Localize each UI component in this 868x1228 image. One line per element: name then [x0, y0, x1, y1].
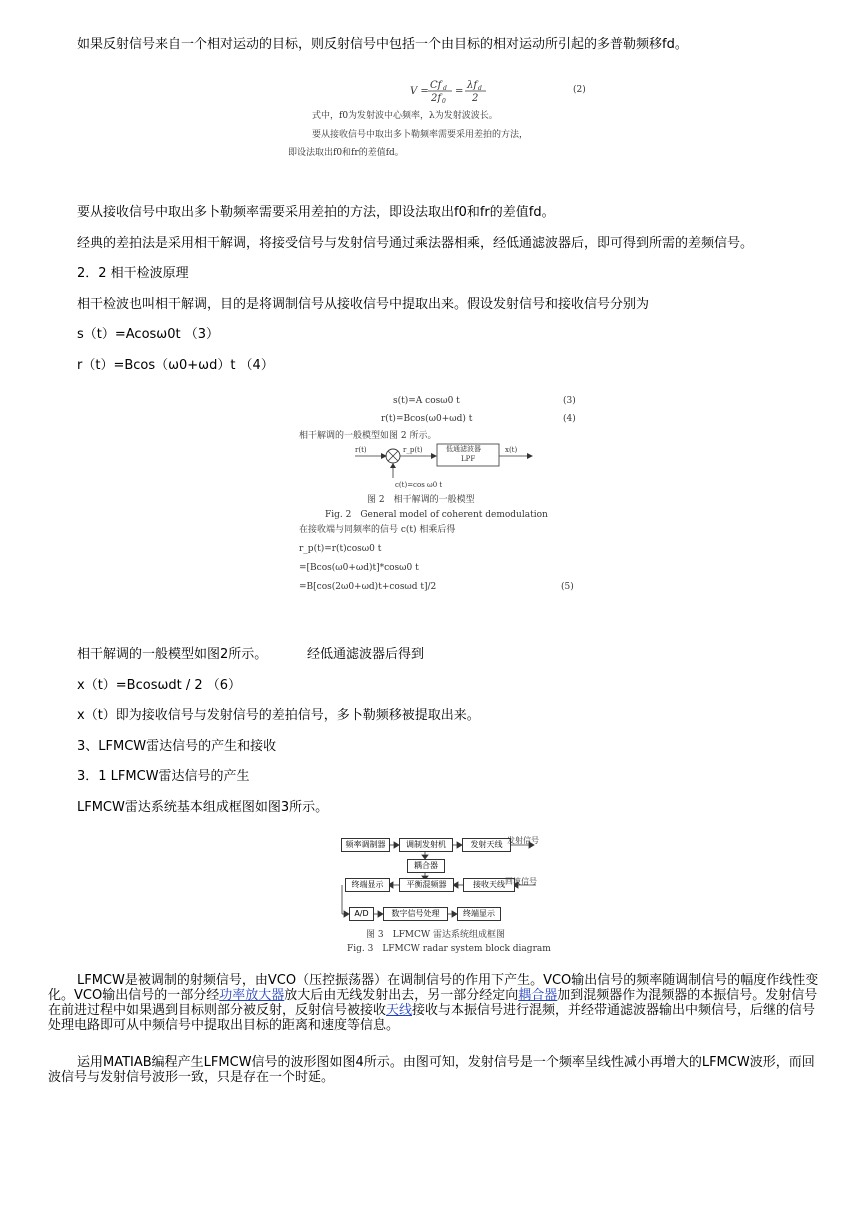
fig3-tx-antenna: 发射天线: [462, 838, 511, 852]
formula-2-caption-3: 即设法取出f0和fr的差值fd。: [288, 148, 404, 158]
fig2-mid-label: r_p(t): [403, 446, 423, 454]
fig2-s-num: (3): [563, 396, 576, 406]
svg-text:2f: 2f: [431, 93, 442, 104]
figure-formula-2: [280, 80, 600, 165]
link-coupler[interactable]: 耦合器: [518, 988, 558, 1003]
fig2-line-1: r_p(t)=r(t)cosω0 t: [299, 544, 382, 554]
p8-text-4: 接收与本振信号进行混频，并经带通滤波器输出中频信号，后继的信号处理电路即可从中频信号中提取出目标的距离和速度等信息。: [48, 1003, 816, 1033]
heading-2-2: 2．2 相干检波原理: [77, 266, 189, 281]
fig2-block-diagram: [295, 442, 585, 502]
fig2-lpf-abbr: LPF: [461, 455, 476, 463]
fig3-mixer: 平衡混频器: [399, 878, 454, 892]
paragraph-lfmcw-description: [48, 973, 823, 1033]
link-power-amplifier[interactable]: 功率放大器: [219, 988, 285, 1003]
fig2-output-label: x(t): [505, 446, 518, 454]
equation-6: x（t）=Bcosωdt / 2 （6）: [77, 678, 242, 693]
fig3-freq-modulator: 频率调制器: [341, 838, 390, 852]
svg-text:0: 0: [442, 98, 446, 105]
fig2-r-num: (4): [563, 414, 576, 424]
equation-3: s（t）=Acosω0t （3）: [77, 327, 219, 342]
formula-2-number: (2): [573, 85, 586, 95]
paragraph-doppler: 如果反射信号来自一个相对运动的目标，则反射信号中包括一个由目标的相对运动所引起的多普勒频移fd。: [77, 37, 688, 52]
svg-text:2: 2: [472, 93, 479, 104]
paragraph-coherent: 相干检波也叫相干解调，目的是将调制信号从接收信号中提取出来。假设发射信号和接收信号分别为: [77, 297, 650, 312]
fig2-s-eq: s(t)=A cosω0 t: [393, 396, 460, 406]
paragraph-after-lpf: 经低通滤波器后得到: [307, 647, 425, 662]
fig2-after: 在接收端与同频率的信号 c(t) 相乘后得: [299, 525, 456, 535]
heading-3: 3、LFMCW雷达信号的产生和接收: [77, 739, 277, 754]
paragraph-model-ref: 相干解调的一般模型如图2所示。: [77, 647, 268, 662]
fig3-ad: A/D: [349, 907, 374, 921]
formula-lhs: V =: [410, 86, 429, 97]
fig2-caption-en: Fig. 2 General model of coherent demodulation: [325, 510, 548, 520]
figure-coherent-model: [295, 392, 585, 602]
fig2-input-label: r(t): [355, 446, 367, 454]
svg-text:d: d: [443, 85, 447, 92]
p8-text-2: 放大后由无线发射出去，另一部分经定向: [284, 988, 519, 1003]
figure-lfmcw-block-diagram: [335, 832, 555, 957]
fig3-rx-antenna: 接收天线: [463, 878, 515, 892]
link-antenna[interactable]: 天线: [386, 1003, 413, 1018]
p8-text-3: 加到混频器作为混频器的本振信号。发射信号在前进过程中如果遇到目标则部分被反射，反射信号被接收: [48, 988, 818, 1018]
formula-2-caption-1: 式中，f0为发射波中心频率，λ为发射波波长。: [312, 111, 498, 121]
paragraph-beat-signal: x（t）即为接收信号与发射信号的差拍信号，多卜勒频移被提取出来。: [77, 708, 480, 723]
paragraph-matlab-waveform: 运用MATIAB编程产生LFMCW信号的波形图如图4所示。由图可知，发射信号是一个频率呈线性减小再增大的LFMCW波形，而回波信号与发射信号波形一致，只是存在一个时延。: [48, 1055, 815, 1085]
fig3-dsp: 数字信号处理: [383, 907, 448, 921]
fig2-intro: 相干解调的一般模型如图 2 所示。: [299, 431, 437, 441]
fig3-caption-en: Fig. 3 LFMCW radar system block diagram: [347, 944, 551, 954]
svg-text:=: =: [455, 86, 464, 97]
p8-text-1: LFMCW是被调制的射频信号，由VCO（压控振荡器）在调制信号的作用下产生。VCO输出信号的频率随调制信号的幅度作线性变化。VCO输出信号的一部分经: [48, 973, 819, 1003]
heading-3-1: 3．1 LFMCW雷达信号的产生: [77, 769, 250, 784]
paragraph-classic-beat: 经典的差拍法是采用相干解调，将接受信号与发射信号通过乘法器相乘，经低通滤波器后，即可得到所需的差频信号。: [77, 236, 754, 251]
fig3-transmitter: 调制发射机: [399, 838, 453, 852]
fig3-tx-signal: 发射信号: [507, 836, 539, 845]
fig3-data-display: 终端显示: [457, 907, 501, 921]
fig2-line-2: =[Bcos(ω0+ωd)t]*cosω0 t: [299, 563, 419, 573]
fig2-r-eq: r(t)=Bcos(ω0+ωd) t: [381, 414, 473, 424]
fig3-echo-signal: 回波信号: [505, 877, 537, 886]
fig2-caption-cn: 图 2 相干解调的一般模型: [367, 495, 475, 505]
paragraph-beat-method: 要从接收信号中取出多卜勒频率需要采用差拍的方法，即设法取出f0和fr的差值fd。: [77, 205, 555, 220]
svg-text:Cf: Cf: [430, 80, 442, 91]
fig3-caption-cn: 图 3 LFMCW 雷达系统组成框图: [366, 930, 506, 940]
fig3-display: 终端显示: [345, 878, 390, 892]
fig2-line-3: =B[cos(2ω0+ωd)t+cosωd t]/2: [299, 582, 437, 592]
fig3-coupler: 耦合器: [407, 859, 445, 873]
equation-4: r（t）=Bcos（ω0+ωd）t （4）: [77, 358, 274, 373]
fig2-lpf-label: 低通滤波器: [446, 445, 481, 453]
fig2-line-3-num: (5): [561, 582, 574, 592]
formula-2-caption-2: 要从接收信号中取出多卜勒频率需要采用差拍的方法，: [312, 130, 529, 140]
fig2-carrier-label: c(t)=cos ω0 t: [395, 481, 443, 489]
paragraph-system-ref: LFMCW雷达系统基本组成框图如图3所示。: [77, 800, 329, 815]
svg-text:λf: λf: [467, 80, 478, 91]
svg-text:d: d: [478, 85, 482, 92]
